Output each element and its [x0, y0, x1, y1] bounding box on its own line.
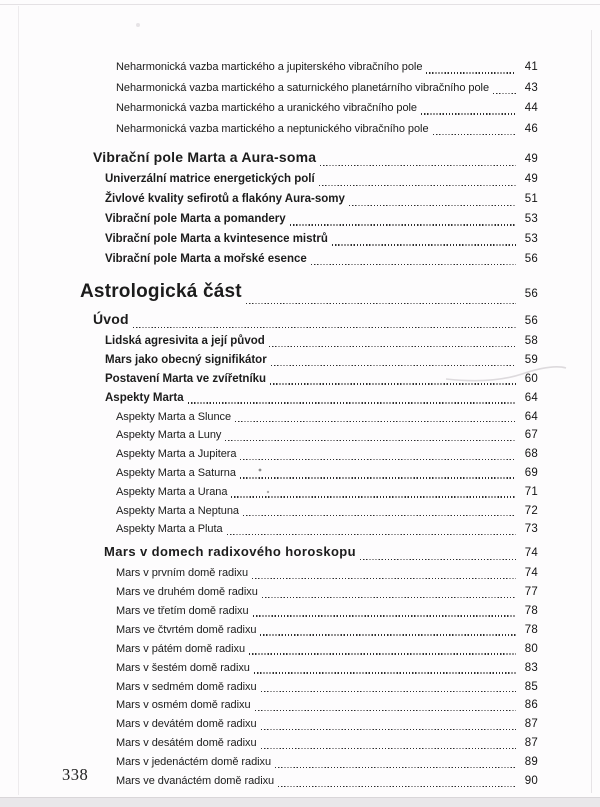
toc-entry-page: 64 [524, 391, 538, 404]
dot-leader [319, 185, 516, 186]
toc-entry-title: Lidská agresivita a její původ [105, 335, 265, 348]
dot-leader [269, 346, 516, 347]
toc-entry-page: 59 [524, 354, 538, 367]
toc-entry-title: Aspekty Marta [105, 391, 184, 404]
dot-leader [271, 365, 516, 366]
dot-leader [227, 534, 516, 535]
toc-entry-title: Mars v sedmém domě radixu [116, 680, 257, 693]
toc-entry [0, 502, 538, 521]
toc-entry-page: 58 [524, 335, 538, 348]
toc-entry-title: Mars v domech radixového horoskopu [104, 544, 356, 560]
toc-entry [0, 564, 538, 583]
toc-entry [0, 520, 538, 539]
toc-entry [0, 98, 538, 119]
toc-entry [0, 78, 538, 99]
dot-leader [311, 264, 516, 265]
toc-entry [0, 370, 538, 389]
toc-entry-title: Mars ve druhém domě radixu [116, 586, 258, 599]
toc-entry [0, 146, 538, 170]
dot-leader [261, 748, 516, 749]
scan-edge-top [0, 4, 600, 5]
dot-leader [261, 729, 516, 730]
toc-entry [0, 308, 538, 332]
toc-entry-page: 64 [524, 410, 538, 423]
toc-entry-title: Astrologická část [80, 281, 242, 303]
toc-entry-page: 53 [524, 232, 538, 245]
toc-entry-page: 56 [524, 288, 538, 301]
toc-entry-title: Aspekty Marta a Pluta [116, 523, 223, 536]
toc-entry-page: 85 [524, 680, 538, 693]
dot-leader [243, 515, 516, 516]
toc-entry-page: 53 [524, 212, 538, 225]
toc-entry-title: Mars ve dvanáctém domě radixu [116, 775, 275, 788]
toc-entry [0, 426, 538, 445]
toc-entry-page: 83 [524, 661, 538, 674]
toc-entry-title: Vibrační pole Marta a kvintesence mistrů [105, 232, 328, 245]
page-number: 338 [62, 765, 89, 784]
dot-leader [360, 559, 516, 560]
toc-entry-page: 68 [524, 448, 538, 461]
toc-entry-title: Mars jako obecný signifikátor [105, 354, 267, 367]
dot-leader [188, 402, 516, 403]
dot-leader [246, 303, 516, 304]
toc-group [0, 278, 538, 539]
toc-entry-page: 78 [524, 604, 538, 617]
dot-leader [255, 710, 516, 711]
toc-entry-page: 74 [524, 567, 538, 580]
dot-leader [349, 205, 516, 206]
toc-entry-page: 49 [524, 173, 538, 186]
toc-group [0, 541, 538, 791]
dot-leader [421, 113, 516, 114]
toc-entry-title: Postavení Marta ve zvířetníku [105, 372, 267, 385]
toc-entry-page: 73 [524, 523, 538, 536]
toc-entry-page: 69 [524, 466, 538, 479]
toc-entry-title: Mars v prvním domě radixu [116, 567, 249, 580]
toc-entry-title: Úvod [93, 311, 129, 328]
toc-entry [0, 464, 538, 483]
toc-entry-title: Vibrační pole Marta a Aura-soma [93, 149, 317, 166]
toc-entry-title: Neharmonická vazba martického a jupiterského vibračního pole [116, 61, 423, 73]
toc-entry-page: 44 [524, 102, 538, 115]
dot-leader [290, 224, 516, 225]
dot-leader [253, 615, 516, 616]
toc-entry-title: Mars ve třetím domě radixu [116, 604, 249, 617]
scan-edge-right [591, 30, 592, 793]
toc-entry-page: 56 [524, 252, 538, 265]
toc-entry-page: 46 [524, 122, 538, 135]
toc-entry [0, 250, 538, 270]
toc-entry [0, 230, 538, 250]
toc-entry [0, 57, 538, 78]
toc-entry-page: 74 [524, 547, 538, 560]
toc-entry-page: 77 [524, 586, 538, 599]
toc-entry-title: Aspekty Marta a Slunce [116, 410, 232, 423]
dot-leader [260, 634, 516, 635]
toc-entry-title: Aspekty Marta a Luny [116, 429, 222, 442]
toc-entry-page: 72 [524, 504, 538, 517]
toc-entry [0, 210, 538, 230]
toc-entry [0, 678, 538, 697]
toc-entry-title: Aspekty Marta a Neptuna [116, 504, 239, 517]
toc-group [0, 146, 538, 269]
toc-entry-page: 67 [524, 429, 538, 442]
toc-entry [0, 278, 538, 308]
toc-entry-title: Mars v šestém domě radixu [116, 661, 250, 674]
dot-leader [426, 72, 516, 73]
toc-entry-page: 78 [524, 623, 538, 636]
toc-entry-title: Mars v osmém domě radixu [116, 699, 251, 712]
toc-entry [0, 640, 538, 659]
toc-entry-title: Neharmonická vazba martického a uranického vibračního pole [116, 102, 417, 115]
toc-entry [0, 119, 538, 140]
dot-leader [231, 496, 516, 497]
toc-entry-page: 90 [524, 775, 538, 788]
dot-leader [133, 327, 516, 328]
toc-entry [0, 602, 538, 621]
toc-entry [0, 170, 538, 190]
dot-leader [332, 244, 516, 245]
toc-entry [0, 351, 538, 370]
toc-entry-title: Mars v pátém domě radixu [116, 642, 246, 655]
dot-leader [262, 597, 516, 598]
toc-entry [0, 583, 538, 602]
toc-entry-page: 80 [524, 642, 538, 655]
toc-entry-title: Živlové kvality sefirotů a flakóny Aura-somy [105, 193, 345, 206]
toc-entry [0, 408, 538, 427]
dot-leader [261, 691, 516, 692]
dot-leader [240, 459, 516, 460]
toc-entry-title: Aspekty Marta a Saturna [116, 466, 236, 479]
dot-leader [249, 653, 516, 654]
toc-entry-page: 51 [524, 193, 538, 206]
scan-edge-bottom [0, 797, 600, 807]
dot-leader [275, 767, 516, 768]
dot-leader [225, 440, 516, 441]
toc-entry [0, 541, 538, 564]
toc-entry-page: 43 [524, 81, 538, 94]
toc-entry [0, 715, 538, 734]
toc-entry [0, 659, 538, 678]
toc-entry-title: Mars v jedenáctém domě radixu [116, 756, 272, 769]
toc-entry-page: 60 [524, 372, 538, 385]
toc-entry-page: 71 [524, 485, 538, 498]
dot-leader [235, 421, 516, 422]
dot-leader [320, 165, 516, 166]
toc-entry-title: Mars v desátém domě radixu [116, 737, 257, 750]
toc-entry-title: Neharmonická vazba martického a saturnického planetárního vibračního pole [116, 81, 490, 94]
toc-entry [0, 332, 538, 351]
toc-entry-title: Aspekty Marta a Jupitera [116, 448, 237, 461]
toc-entry [0, 696, 538, 715]
dot-leader [493, 93, 516, 94]
dot-leader [240, 477, 516, 478]
toc-entry-title: Vibrační pole Marta a mořské esence [105, 252, 307, 265]
toc-entry [0, 445, 538, 464]
toc-entry-page: 41 [524, 61, 538, 73]
toc-entry [0, 483, 538, 502]
toc-entry-page: 87 [524, 718, 538, 731]
toc-entry-page: 56 [524, 315, 538, 328]
toc-entry [0, 389, 538, 408]
toc-entry-page: 49 [524, 153, 538, 166]
toc-entry-title: Univerzální matrice energetických polí [105, 173, 315, 186]
toc-entry-title: Vibrační pole Marta a pomandery [105, 212, 286, 225]
toc-entry-page: 86 [524, 699, 538, 712]
toc-entry-page: 89 [524, 756, 538, 769]
dot-leader [278, 786, 516, 787]
toc-entry-title: Neharmonická vazba martického a neptunického vibračního pole [116, 122, 429, 135]
dot-leader [270, 383, 516, 384]
toc-entry-page: 87 [524, 737, 538, 750]
toc-group [0, 57, 538, 139]
dot-leader [252, 578, 516, 579]
toc-entry [0, 734, 538, 753]
table-of-contents [0, 57, 538, 791]
toc-entry [0, 621, 538, 640]
toc-entry-title: Aspekty Marta a Urana [116, 485, 228, 498]
dot-leader [433, 134, 516, 135]
toc-entry-title: Mars v devátém domě radixu [116, 718, 257, 731]
toc-entry-title: Mars ve čtvrtém domě radixu [116, 623, 257, 636]
dot-leader [254, 672, 516, 673]
toc-entry [0, 190, 538, 210]
